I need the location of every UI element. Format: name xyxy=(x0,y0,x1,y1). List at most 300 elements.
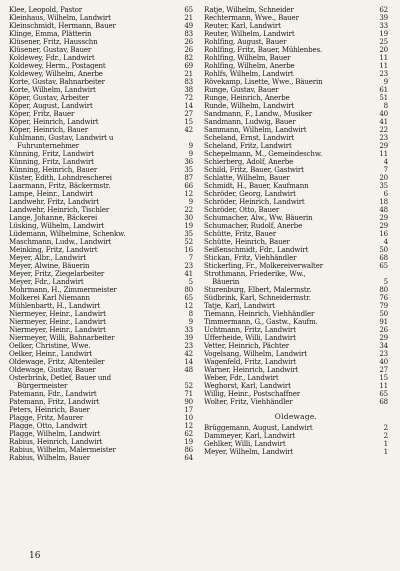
directory-entry xyxy=(9,278,193,286)
entry-name: Künning, Fritz, Landwirt xyxy=(9,150,94,158)
entry-number: 11 xyxy=(379,54,388,62)
directory-entry xyxy=(9,86,193,94)
entry-number: 36 xyxy=(184,158,193,166)
entry-number: 9 xyxy=(188,150,193,158)
entry-name: Bäuerin xyxy=(212,278,240,286)
entry-number: 21 xyxy=(184,14,193,22)
directory-entry xyxy=(9,70,193,78)
directory-entry-continuation xyxy=(9,382,193,390)
entry-name: Mohrmann, H., Zimmermeister xyxy=(9,286,117,294)
entry-number: 8 xyxy=(383,102,388,110)
entry-number: 87 xyxy=(184,174,193,182)
entry-name: Runge, Heinrich, Anerbe xyxy=(204,94,290,102)
entry-number: 83 xyxy=(184,78,193,86)
entry-name: Plagge, Fritz, Maurer xyxy=(9,414,84,422)
entry-number: 52 xyxy=(184,382,193,390)
entry-number: 17 xyxy=(184,406,193,414)
entry-name: Meyer, Alwine, Bäuerin xyxy=(9,262,90,270)
entry-number: 11 xyxy=(379,150,388,158)
entry-name: Oldewage, Gustav, Bauer xyxy=(9,366,96,374)
entry-number: 15 xyxy=(379,374,388,382)
directory-entry xyxy=(204,182,388,190)
entry-name: Reuter, Wilhelm, Landwirt xyxy=(204,30,295,38)
directory-entry xyxy=(204,134,388,142)
entry-name: Köper, Fritz, Bauer xyxy=(9,110,75,118)
entry-name: Ufferheide, Willi, Landwirt xyxy=(204,334,296,342)
directory-entry xyxy=(9,110,193,118)
entry-number: 90 xyxy=(184,398,193,406)
entry-name: Ratje, Wilhelm, Schneider xyxy=(204,6,294,14)
entry-name: Rohlfing, Wilhelm, Anerbe xyxy=(204,62,295,70)
entry-name: Sandmann, Ludwig, Bauer xyxy=(204,118,296,126)
entry-name: Klee, Leopold, Pastor xyxy=(9,6,82,14)
entry-number: 19 xyxy=(379,30,388,38)
entry-number: 68 xyxy=(379,398,388,406)
entry-name: Willig, Heinr., Postschaffner xyxy=(204,390,300,398)
entry-name: Niermeyer, Heinr., Landwirt xyxy=(9,318,106,326)
entry-name: Wolter, Fritz, Viehhändler xyxy=(204,398,293,406)
entry-number: 64 xyxy=(184,454,193,462)
directory-entry xyxy=(9,238,193,246)
directory-entry xyxy=(204,310,388,318)
directory-entry xyxy=(204,38,388,46)
directory-entry xyxy=(204,374,388,382)
entry-number: 4 xyxy=(383,158,388,166)
entry-name: Wagenfeld, Fritz, Landwirt xyxy=(204,358,297,366)
entry-number: 51 xyxy=(379,94,388,102)
entry-name: Lüsking, Wilhelm, Landwirt xyxy=(9,222,105,230)
entry-number: 30 xyxy=(184,214,193,222)
entry-number: 4 xyxy=(383,238,388,246)
entry-number: 22 xyxy=(379,126,388,134)
entry-number: 71 xyxy=(184,390,193,398)
entry-number: 48 xyxy=(379,206,388,214)
directory-entry xyxy=(9,134,193,142)
entry-number: 9 xyxy=(188,318,193,326)
directory-entry-continuation xyxy=(9,142,193,150)
directory-entry xyxy=(9,326,193,334)
directory-entry xyxy=(204,238,388,246)
directory-entry xyxy=(9,54,193,62)
entry-name: Südbrink, Karl, Schneidermstr. xyxy=(204,294,311,302)
directory-entry xyxy=(9,358,193,366)
directory-entry xyxy=(204,190,388,198)
entry-name: Bürgermeister xyxy=(17,382,68,390)
entry-name: Gehlker, Willi, Landwirt xyxy=(204,440,286,448)
entry-number: 9 xyxy=(383,78,388,86)
directory-entry xyxy=(204,86,388,94)
entry-number: 42 xyxy=(184,350,193,358)
entry-number: 29 xyxy=(379,334,388,342)
entry-name: Köper, August, Landwirt xyxy=(9,102,93,110)
directory-entry xyxy=(204,262,388,270)
entry-name: Mühlenbartt, H., Landwirt xyxy=(9,302,101,310)
entry-name: Meyer, Albr., Landwirt xyxy=(9,254,86,262)
entry-name: Reuter, Karl, Landwirt xyxy=(204,22,281,30)
entry-name: Rohlfing, Fritz, Bauer, Mühlenbes. xyxy=(204,46,323,54)
entry-number: 21 xyxy=(184,70,193,78)
entry-name: Köper, Gustav, Arbeiter xyxy=(9,94,89,102)
entry-number: 9 xyxy=(188,198,193,206)
entry-name: Weghorst, Karl, Landwirt xyxy=(204,382,291,390)
entry-number: 72 xyxy=(184,94,193,102)
directory-entry xyxy=(9,166,193,174)
directory-entry xyxy=(204,246,388,254)
directory-entry xyxy=(204,366,388,374)
directory-entry xyxy=(9,286,193,294)
entry-name: Stickan, Fritz, Viehhändler xyxy=(204,254,297,262)
entry-name: Koldewey, Fdr., Landwirt xyxy=(9,54,95,62)
directory-entry xyxy=(204,254,388,262)
directory-entry xyxy=(9,38,193,46)
entry-number: 14 xyxy=(184,358,193,366)
entry-name: Peters, Heinrich, Bauer xyxy=(9,406,90,414)
entry-name: Rohlfing, Wilhelm, Bauer xyxy=(204,54,291,62)
entry-number: 40 xyxy=(379,110,388,118)
entry-name: Rövekamp, Lisette, Wwe., Bäuerin xyxy=(204,78,323,86)
entry-number: 18 xyxy=(379,198,388,206)
directory-entry xyxy=(9,318,193,326)
entry-number: 26 xyxy=(184,38,193,46)
entry-name: Klüsener, Gustav, Bauer xyxy=(9,46,92,54)
entry-name: Scheland, Ernst, Landwirt xyxy=(204,134,295,142)
entry-number: 5 xyxy=(383,278,388,286)
directory-entry xyxy=(9,374,193,382)
directory-entry xyxy=(9,422,193,430)
directory-entry xyxy=(9,174,193,182)
section-heading: Oldewage. xyxy=(274,412,318,421)
entry-number: 62 xyxy=(379,6,388,14)
directory-entry xyxy=(204,118,388,126)
directory-entry xyxy=(204,326,388,334)
entry-name: Schumacher, Alw., Ww. Bäuerin xyxy=(204,214,313,222)
entry-number: 12 xyxy=(184,190,193,198)
directory-entry xyxy=(204,94,388,102)
entry-name: Korte, Wilhelm, Landwirt xyxy=(9,86,96,94)
entry-number: 26 xyxy=(184,46,193,54)
entry-name: Schierberg, Adolf, Anerbe xyxy=(204,158,294,166)
entry-name: Seißenschmidt, Fdr., Landwirt xyxy=(204,246,309,254)
entry-number: 50 xyxy=(379,310,388,318)
entry-number: 15 xyxy=(184,118,193,126)
entry-number: 29 xyxy=(379,142,388,150)
entry-number: 1 xyxy=(383,440,388,448)
directory-entry xyxy=(9,302,193,310)
directory-entry xyxy=(204,294,388,302)
entry-number: 29 xyxy=(379,214,388,222)
entry-name: Dammeyer, Karl, Landwirt xyxy=(204,432,295,440)
directory-entry xyxy=(204,142,388,150)
entry-name: Runge, Gustav, Bauer xyxy=(204,86,279,94)
entry-name: Niermeyer, Heinr., Landwirt xyxy=(9,310,106,318)
entry-name: Schröder, Otto, Bauer xyxy=(204,206,280,214)
entry-number: 27 xyxy=(379,366,388,374)
entry-number: 26 xyxy=(379,326,388,334)
entry-name: Meyer, Wilhelm, Landwirt xyxy=(204,448,294,456)
directory-entry xyxy=(204,110,388,118)
entry-name: Künning, Heinrich, Bauer xyxy=(9,166,98,174)
directory-entry xyxy=(204,286,388,294)
entry-name: Klüsener, Fritz, Hausschn xyxy=(9,38,98,46)
entry-name: Scheland, Fritz, Landwirt xyxy=(204,142,292,150)
entry-name: Koldewey, Wilhelm, Anerbe xyxy=(9,70,103,78)
directory-entry xyxy=(9,14,193,22)
entry-name: Rabius, Wilhelm, Malermeister xyxy=(9,446,116,454)
entry-number: 48 xyxy=(184,366,193,374)
entry-name: Timmermann, G., Gastw., Kaufm. xyxy=(204,318,318,326)
directory-entry xyxy=(204,150,388,158)
directory-entry xyxy=(9,158,193,166)
entry-number: 65 xyxy=(184,6,193,14)
directory-entry xyxy=(9,398,193,406)
directory-entry xyxy=(204,302,388,310)
entry-number: 49 xyxy=(184,22,193,30)
entry-number: 35 xyxy=(184,230,193,238)
entry-name: Laarmann, Fritz, Bäckermstr. xyxy=(9,182,111,190)
entry-number: 27 xyxy=(184,110,193,118)
directory-entry xyxy=(204,398,388,406)
directory-entry xyxy=(9,206,193,214)
entry-number: 62 xyxy=(184,430,193,438)
entry-name: Sammann, Wilhelm, Landwirt xyxy=(204,126,307,134)
entry-name: Schmidt, H., Bauer, Kaufmann xyxy=(204,182,309,190)
entry-name: Schumacher, Rudolf, Anerbe xyxy=(204,222,303,230)
directory-entry xyxy=(204,6,388,14)
entry-name: Warner, Heinrich, Landwirt xyxy=(204,366,299,374)
entry-number: 86 xyxy=(184,446,193,454)
directory-entry xyxy=(9,126,193,134)
entry-name: Meyer, Fritz, Ziegelarbeiter xyxy=(9,270,105,278)
entry-name: Vetter, Heinrich, Pächter xyxy=(204,342,289,350)
directory-entry xyxy=(9,406,193,414)
entry-name: Weber, Fdr., Landwirt xyxy=(204,374,279,382)
entry-name: Sturenburg, Elbert, Malermstr. xyxy=(204,286,312,294)
entry-name: Rohlfing, August, Bauer xyxy=(204,38,287,46)
entry-name: Korte, Gustav, Bahnarbeiter xyxy=(9,78,105,86)
entry-number: 2 xyxy=(383,432,388,440)
entry-number: 14 xyxy=(184,102,193,110)
directory-entry xyxy=(204,14,388,22)
entry-name: Köper, Heinrich, Landwirt xyxy=(9,118,99,126)
entry-name: Sandmann, F., Landw., Musiker xyxy=(204,110,312,118)
directory-entry xyxy=(204,54,388,62)
entry-name: Lüdemann, Wilhelmine, Schenkw. xyxy=(9,230,126,238)
left-column xyxy=(9,6,193,462)
entry-name: Patemann, Fdr., Landwirt xyxy=(9,390,97,398)
entry-number: 11 xyxy=(379,62,388,70)
entry-number: 10 xyxy=(184,414,193,422)
entry-number: 39 xyxy=(379,14,388,22)
entry-number: 23 xyxy=(379,70,388,78)
entry-name: Vogelsang, Wilhelm, Landwirt xyxy=(204,350,307,358)
entry-number: 19 xyxy=(184,222,193,230)
directory-entry xyxy=(204,206,388,214)
directory-entry xyxy=(204,174,388,182)
entry-name: Molkerei Karl Niemann xyxy=(9,294,90,302)
entry-name: Oldewage, Fritz, Altenteiler xyxy=(9,358,105,366)
directory-entry xyxy=(9,46,193,54)
entry-name: Klinge, Emma, Plätterin xyxy=(9,30,92,38)
entry-number: 29 xyxy=(379,222,388,230)
entry-name: Oelker, Heinr., Landwirt xyxy=(9,350,92,358)
directory-entry xyxy=(204,358,388,366)
entry-number: 22 xyxy=(184,206,193,214)
entry-number: 68 xyxy=(379,254,388,262)
entry-number: 69 xyxy=(184,62,193,70)
entry-number: 12 xyxy=(184,302,193,310)
entry-number: 83 xyxy=(184,30,193,38)
directory-entry xyxy=(9,366,193,374)
entry-name: Plagge, Wilhelm, Landwirt xyxy=(9,430,101,438)
entry-name: Fuhrunternehmer xyxy=(17,142,80,150)
entry-name: Rohlfs, Wilhelm, Landwirt xyxy=(204,70,294,78)
directory-entry xyxy=(9,270,193,278)
entry-number: 50 xyxy=(379,246,388,254)
directory-entry xyxy=(9,150,193,158)
entry-number: 38 xyxy=(184,86,193,94)
directory-entry xyxy=(204,382,388,390)
entry-number: 2 xyxy=(383,424,388,432)
directory-entry xyxy=(9,342,193,350)
directory-entry xyxy=(204,448,388,456)
directory-entry xyxy=(9,182,193,190)
directory-entry xyxy=(9,350,193,358)
entry-name: Lange, Johanne, Bäckerei xyxy=(9,214,98,222)
directory-entry xyxy=(204,102,388,110)
directory-entry xyxy=(204,70,388,78)
entry-number: 41 xyxy=(379,118,388,126)
entry-number: 80 xyxy=(379,286,388,294)
directory-entry xyxy=(204,46,388,54)
entry-number: 79 xyxy=(379,302,388,310)
directory-entry xyxy=(9,430,193,438)
entry-name: Rabius, Heinrich, Landwirt xyxy=(9,438,103,446)
entry-number: 16 xyxy=(184,246,193,254)
page-number: 16 xyxy=(29,551,41,561)
entry-number: 6 xyxy=(383,190,388,198)
entry-number: 40 xyxy=(379,358,388,366)
entry-number: 19 xyxy=(184,438,193,446)
entry-number: 33 xyxy=(184,326,193,334)
directory-entry xyxy=(9,22,193,30)
entry-number: 8 xyxy=(188,310,193,318)
entry-number: 82 xyxy=(184,54,193,62)
entry-name: Patemann, Fritz, Landwirt xyxy=(9,398,100,406)
directory-entry xyxy=(9,62,193,70)
directory-entry xyxy=(9,118,193,126)
directory-entry xyxy=(9,198,193,206)
entry-name: Oelker, Christine, Wwe. xyxy=(9,342,91,350)
entry-number: 76 xyxy=(379,294,388,302)
directory-entry xyxy=(204,198,388,206)
directory-entry xyxy=(204,214,388,222)
entry-number: 1 xyxy=(383,448,388,456)
entry-number: 65 xyxy=(379,262,388,270)
entry-number: 80 xyxy=(184,286,193,294)
entry-number: 23 xyxy=(184,262,193,270)
directory-entry xyxy=(204,342,388,350)
entry-name: Koldewey, Herm., Postagent xyxy=(9,62,106,70)
directory-entry xyxy=(9,6,193,14)
entry-number: 52 xyxy=(184,238,193,246)
directory-entry xyxy=(204,30,388,38)
directory-entry xyxy=(9,230,193,238)
entry-number: 7 xyxy=(383,166,388,174)
entry-number: 66 xyxy=(184,182,193,190)
entry-name: Runde, Wilhelm, Landwirt xyxy=(204,102,295,110)
entry-name: Lampe, Heinr., Landwirt xyxy=(9,190,94,198)
entry-number: 16 xyxy=(379,230,388,238)
directory-entry xyxy=(204,318,388,326)
directory-entry xyxy=(9,334,193,342)
directory-entry xyxy=(9,414,193,422)
directory-entry xyxy=(204,22,388,30)
entry-number: 20 xyxy=(379,174,388,182)
entry-name: Schild, Fritz, Bauer, Gastwirt xyxy=(204,166,304,174)
entry-name: Plagge, Otto, Landwirt xyxy=(9,422,88,430)
directory-entry xyxy=(9,222,193,230)
entry-number: 23 xyxy=(379,350,388,358)
entry-name: Tatje, Karl, Landwirt xyxy=(204,302,275,310)
entry-name: Küster, Edith, Lohndrescherei xyxy=(9,174,112,182)
entry-number: 35 xyxy=(379,182,388,190)
entry-name: Uchtmann, Fritz, Landwirt xyxy=(204,326,296,334)
entry-name: Schröder, Heinrich, Landwirt xyxy=(204,198,305,206)
entry-number: 9 xyxy=(188,142,193,150)
directory-entry xyxy=(204,432,388,440)
entry-name: Rabius, Wilhelm, Bauer xyxy=(9,454,90,462)
directory-entry xyxy=(204,126,388,134)
directory-entry xyxy=(204,424,388,432)
entry-name: Osterbrink, Detlef, Bauer und xyxy=(9,374,112,382)
entry-name: Niermeyer, Willi, Bahnarbeiter xyxy=(9,334,115,342)
directory-entry xyxy=(9,246,193,254)
directory-entry xyxy=(204,390,388,398)
entry-name: Kleinschmidt, Hermann, Bauer xyxy=(9,22,116,30)
entry-number: 23 xyxy=(379,134,388,142)
entry-number: 11 xyxy=(379,382,388,390)
directory-entry xyxy=(204,62,388,70)
entry-name: Kuhlmann, Gustav, Landwirt u xyxy=(9,134,114,142)
directory-entry xyxy=(204,350,388,358)
directory-entry xyxy=(204,270,388,278)
entry-name: Landwehr, Fritz, Landwirt xyxy=(9,198,99,206)
entry-number: 33 xyxy=(379,22,388,30)
directory-entry xyxy=(9,310,193,318)
entry-number: 65 xyxy=(379,390,388,398)
entry-name: Künning, Fritz, Landwirt xyxy=(9,158,94,166)
entry-name: Schütte, Heinrich, Bauer xyxy=(204,238,290,246)
entry-name: Strothmann, Friederike, Ww., xyxy=(204,270,306,278)
entry-number: 39 xyxy=(184,334,193,342)
entry-number: 20 xyxy=(379,46,388,54)
entry-number: 35 xyxy=(184,166,193,174)
directory-entry xyxy=(9,262,193,270)
right-column xyxy=(204,6,388,456)
directory-entry xyxy=(9,294,193,302)
entry-name: Meyer, Fdr., Landwirt xyxy=(9,278,84,286)
entry-number: 5 xyxy=(188,278,193,286)
entry-name: Tiemann, Heinrich, Viehhändler xyxy=(204,310,315,318)
entry-name: Köper, Heinrich, Bauer xyxy=(9,126,88,134)
entry-name: Rechtermann, Wwe., Bauer xyxy=(204,14,299,22)
directory-entry xyxy=(9,254,193,262)
entry-number: 61 xyxy=(379,86,388,94)
directory-entry xyxy=(204,440,388,448)
entry-number: 25 xyxy=(379,38,388,46)
entry-name: Kleinhaus, Wilhelm, Landwirt xyxy=(9,14,111,22)
entry-name: Schlatte, Wilhelm, Bauer xyxy=(204,174,290,182)
